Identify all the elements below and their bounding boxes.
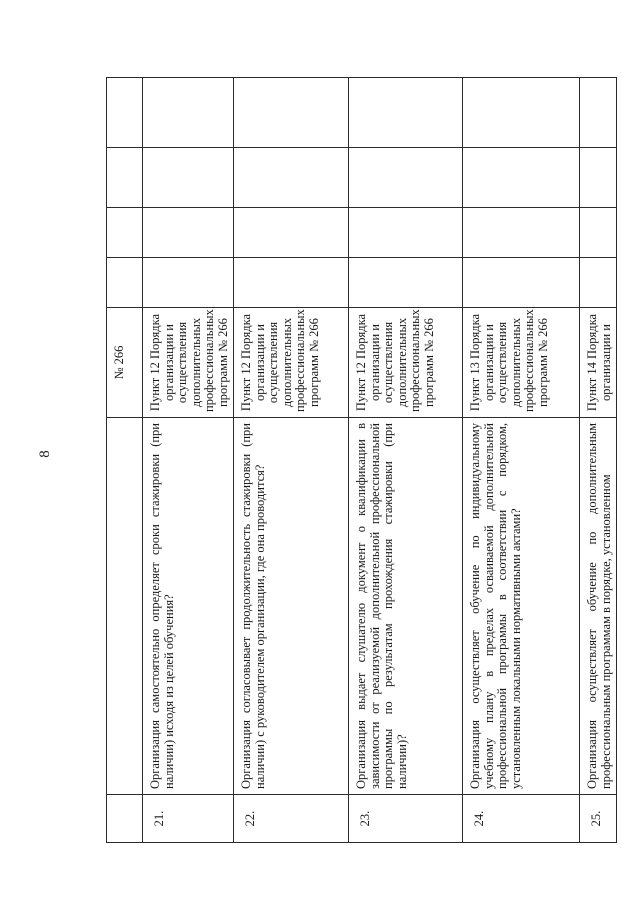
header-cell-question [107,418,143,795]
row-basis: Пункт 12 Порядка организации и осуществления дополнительных профессиональных программ № 266 [143,308,234,418]
checklist-table [106,77,617,843]
row-basis: Пункт 12 Порядка организации и осуществления дополнительных профессиональных программ № 266 [234,308,349,418]
row-number: 23. [349,795,463,843]
row-number: 21. [143,795,234,843]
row-cell-empty [234,78,349,148]
table-row [349,78,463,843]
row-basis: Пункт 14 Порядка организации и [580,308,617,418]
row-basis: Пункт 13 Порядка организации и осуществления дополнительных профессиональных программ № 266 [463,308,580,418]
table-header-row [107,78,143,843]
header-cell-yes [107,258,143,308]
row-cell-empty [349,148,463,208]
row-number: 24. [463,795,580,843]
table-row [463,78,580,843]
table-row [234,78,349,843]
header-cell-basis: № 266 [107,308,143,418]
row-cell-empty [234,148,349,208]
header-cell-no [107,208,143,258]
header-cell-na [107,148,143,208]
row-cell-empty [234,258,349,308]
header-cell-num [107,795,143,843]
row-cell-empty [143,258,234,308]
row-basis: Пункт 12 Порядка организации и осуществления дополнительных профессиональных программ № 266 [349,308,463,418]
row-cell-empty [580,258,617,308]
row-cell-empty [463,148,580,208]
row-cell-empty [463,78,580,148]
row-cell-empty [463,208,580,258]
row-cell-empty [580,78,617,148]
row-question: Организация согласовывает продолжительность стажировки (при наличии) с руководителем организации, где она проводится? [234,418,349,795]
header-cell-note [107,78,143,148]
row-cell-empty [349,208,463,258]
row-cell-empty [580,208,617,258]
row-number: 25. [580,795,617,843]
page-number: 8 [37,450,53,458]
table-row [143,78,234,843]
row-question: Организация самостоятельно определяет сроки стажировки (при наличии) исходя из целей обучения? [143,418,234,795]
row-cell-empty [349,258,463,308]
row-cell-empty [143,78,234,148]
row-cell-empty [580,148,617,208]
row-cell-empty [349,78,463,148]
table-wrapper [106,78,613,843]
row-question: Организация осуществляет обучение по индивидуальному учебному плану в пределах осваиваемой дополнительной профессиональной программы в соответствии с порядком, установленным локальными нормативными актами? [463,418,580,795]
row-cell-empty [143,148,234,208]
row-number: 22. [234,795,349,843]
row-cell-empty [143,208,234,258]
table-row [580,78,617,843]
row-question: Организация выдает слушателю документ о квалификации в зависимости от реализуемой дополнительной профессиональной программы по результатам прохождения стажировки (при наличии)? [349,418,463,795]
row-cell-empty [234,208,349,258]
row-cell-empty [463,258,580,308]
row-question: Организация осуществляет обучение по дополнительным профессиональным программам в порядке, установленном [580,418,617,795]
rotated-table-viewport [106,78,613,843]
